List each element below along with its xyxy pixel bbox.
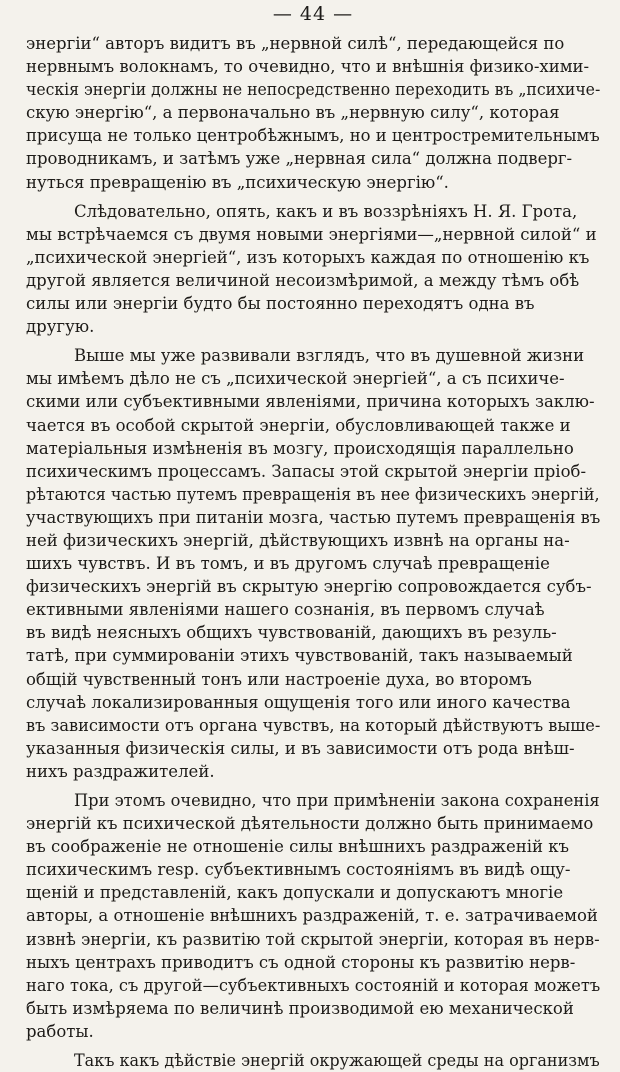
text-line: мы имѣемъ дѣло не съ „психической энергiей“, а съ психиче-	[26, 369, 565, 389]
text-line: ческiя энергiи должны не непосредственно переходить въ „психиче-	[26, 80, 600, 100]
text-line: участвующихъ при питанiи мозга, частью путемъ превращенiя въ	[26, 507, 600, 527]
text-line: скую энергiю“, а первоначально въ „нервную силу“, которая	[26, 103, 560, 123]
text-line: присуща не только центробѣжнымъ, но и центростремительнымъ	[26, 126, 600, 146]
text-line: ней физическихъ энергiй, дѣйствующихъ извнѣ на органы на-	[26, 530, 570, 550]
text-line: въ зависимости отъ органа чувствъ, на который дѣйствуютъ выше-	[26, 715, 600, 735]
text-line: другой является величиной несоизмѣримой, а между тѣмъ обѣ	[26, 270, 580, 290]
text-line: силы или энергiи будто бы постоянно переходятъ одна въ	[26, 294, 535, 314]
text-line: нервнымъ волокнамъ, то очевидно, что и внѣшнiя физико-хими-	[26, 57, 590, 77]
paragraph	[26, 32, 600, 194]
text-line: случаѣ локализированныя ощущенiя того или иного качества	[26, 692, 571, 712]
text-line: работы.	[26, 1021, 94, 1041]
page-number: — 44 —	[272, 3, 354, 25]
paragraph	[26, 344, 600, 783]
book-page	[26, 0, 600, 1072]
text-line: нихъ раздражителей.	[26, 761, 215, 781]
text-line: наго тока, съ другой—субъективныхъ состоянiй и которая можетъ	[26, 975, 600, 995]
text-line: щенiй и представленiй, какъ допускали и допускаютъ многiе	[26, 883, 564, 903]
text-line: быть измѣряема по величинѣ производимой ею механической	[26, 998, 574, 1018]
text-line: въ соображенiе не отношенiе силы внѣшнихъ раздраженiй къ	[26, 837, 570, 857]
text-line: матерiальныя измѣненiя въ мозгу, происходящiя параллельно	[26, 438, 574, 458]
text-line: чается въ особой скрытой энергiи, обусловливающей также и	[26, 415, 571, 435]
paragraph	[26, 200, 600, 339]
text-line: Выше мы уже развивали взглядъ, что въ душевной жизни	[74, 346, 585, 366]
text-line: мы встрѣчаемся съ двумя новыми энергiями—„нервной силой“ и	[26, 224, 597, 244]
text-line: Слѣдовательно, опять, какъ и въ воззрѣнiяхъ Н. Я. Грота,	[74, 201, 578, 221]
paragraph	[26, 789, 600, 1043]
text-line: психическимъ resp. субъективнымъ состоянiямъ въ видѣ ощу-	[26, 860, 571, 880]
text-line: проводникамъ, и затѣмъ уже „нервная сила“ должна подверг-	[26, 149, 573, 169]
text-line: авторы, а отношенiе внѣшнихъ раздраженiй, т. е. затрачиваемой	[26, 906, 598, 926]
text-line: психическимъ процессамъ. Запасы этой скрытой энергiи прiоб-	[26, 461, 587, 481]
text-line: нуться превращенiю въ „психическую энергiю“.	[26, 172, 449, 192]
text-line: При этомъ очевидно, что при примѣненiи закона сохраненiя	[74, 791, 600, 810]
text-line: ныхъ центрахъ приводитъ съ одной стороны къ развитiю нерв-	[26, 952, 576, 972]
text-line: въ видѣ неясныхъ общихъ чувствованiй, дающихъ въ резуль-	[26, 623, 557, 643]
text-line: ективными явленiями нашего сознанiя, въ первомъ случаѣ	[26, 600, 545, 620]
text-line: извнѣ энергiи, къ развитiю той скрытой энергiи, которая въ нерв-	[26, 929, 600, 949]
text-line: указанныя физическiя силы, и въ зависимости отъ рода внѣш-	[26, 738, 575, 758]
paragraph	[26, 1049, 600, 1072]
text-line: другую.	[26, 317, 95, 337]
text-line: рѣтаются частью путемъ превращенiя въ нее физическихъ энергiй,	[26, 484, 600, 504]
text-line: татѣ, при суммированiи этихъ чувствованiй, такъ называемый	[26, 646, 573, 666]
text-line: энергiи“ авторъ видитъ въ „нервной силѣ“, передающейся по	[26, 34, 565, 53]
text-line: шихъ чувствъ. И въ томъ, и въ другомъ случаѣ превращенiе	[26, 554, 550, 574]
text-line: скими или субъективными явленiями, причина которыхъ заклю-	[26, 392, 595, 412]
text-line: Такъ какъ дѣйствiе энергiй окружающей среды на организмъ	[74, 1051, 600, 1071]
text-line: общiй чувственный тонъ или настроенiе духа, во второмъ	[26, 669, 532, 689]
text-line: энергiй къ психической дѣятельности должно быть принимаемо	[26, 814, 594, 834]
text-line: „психической энергiей“, изъ которыхъ каждая по отношенiю къ	[26, 247, 590, 267]
text-line: физическихъ энергiй въ скрытую энергiю сопровождается субъ-	[26, 577, 592, 597]
body-text	[26, 32, 600, 1072]
